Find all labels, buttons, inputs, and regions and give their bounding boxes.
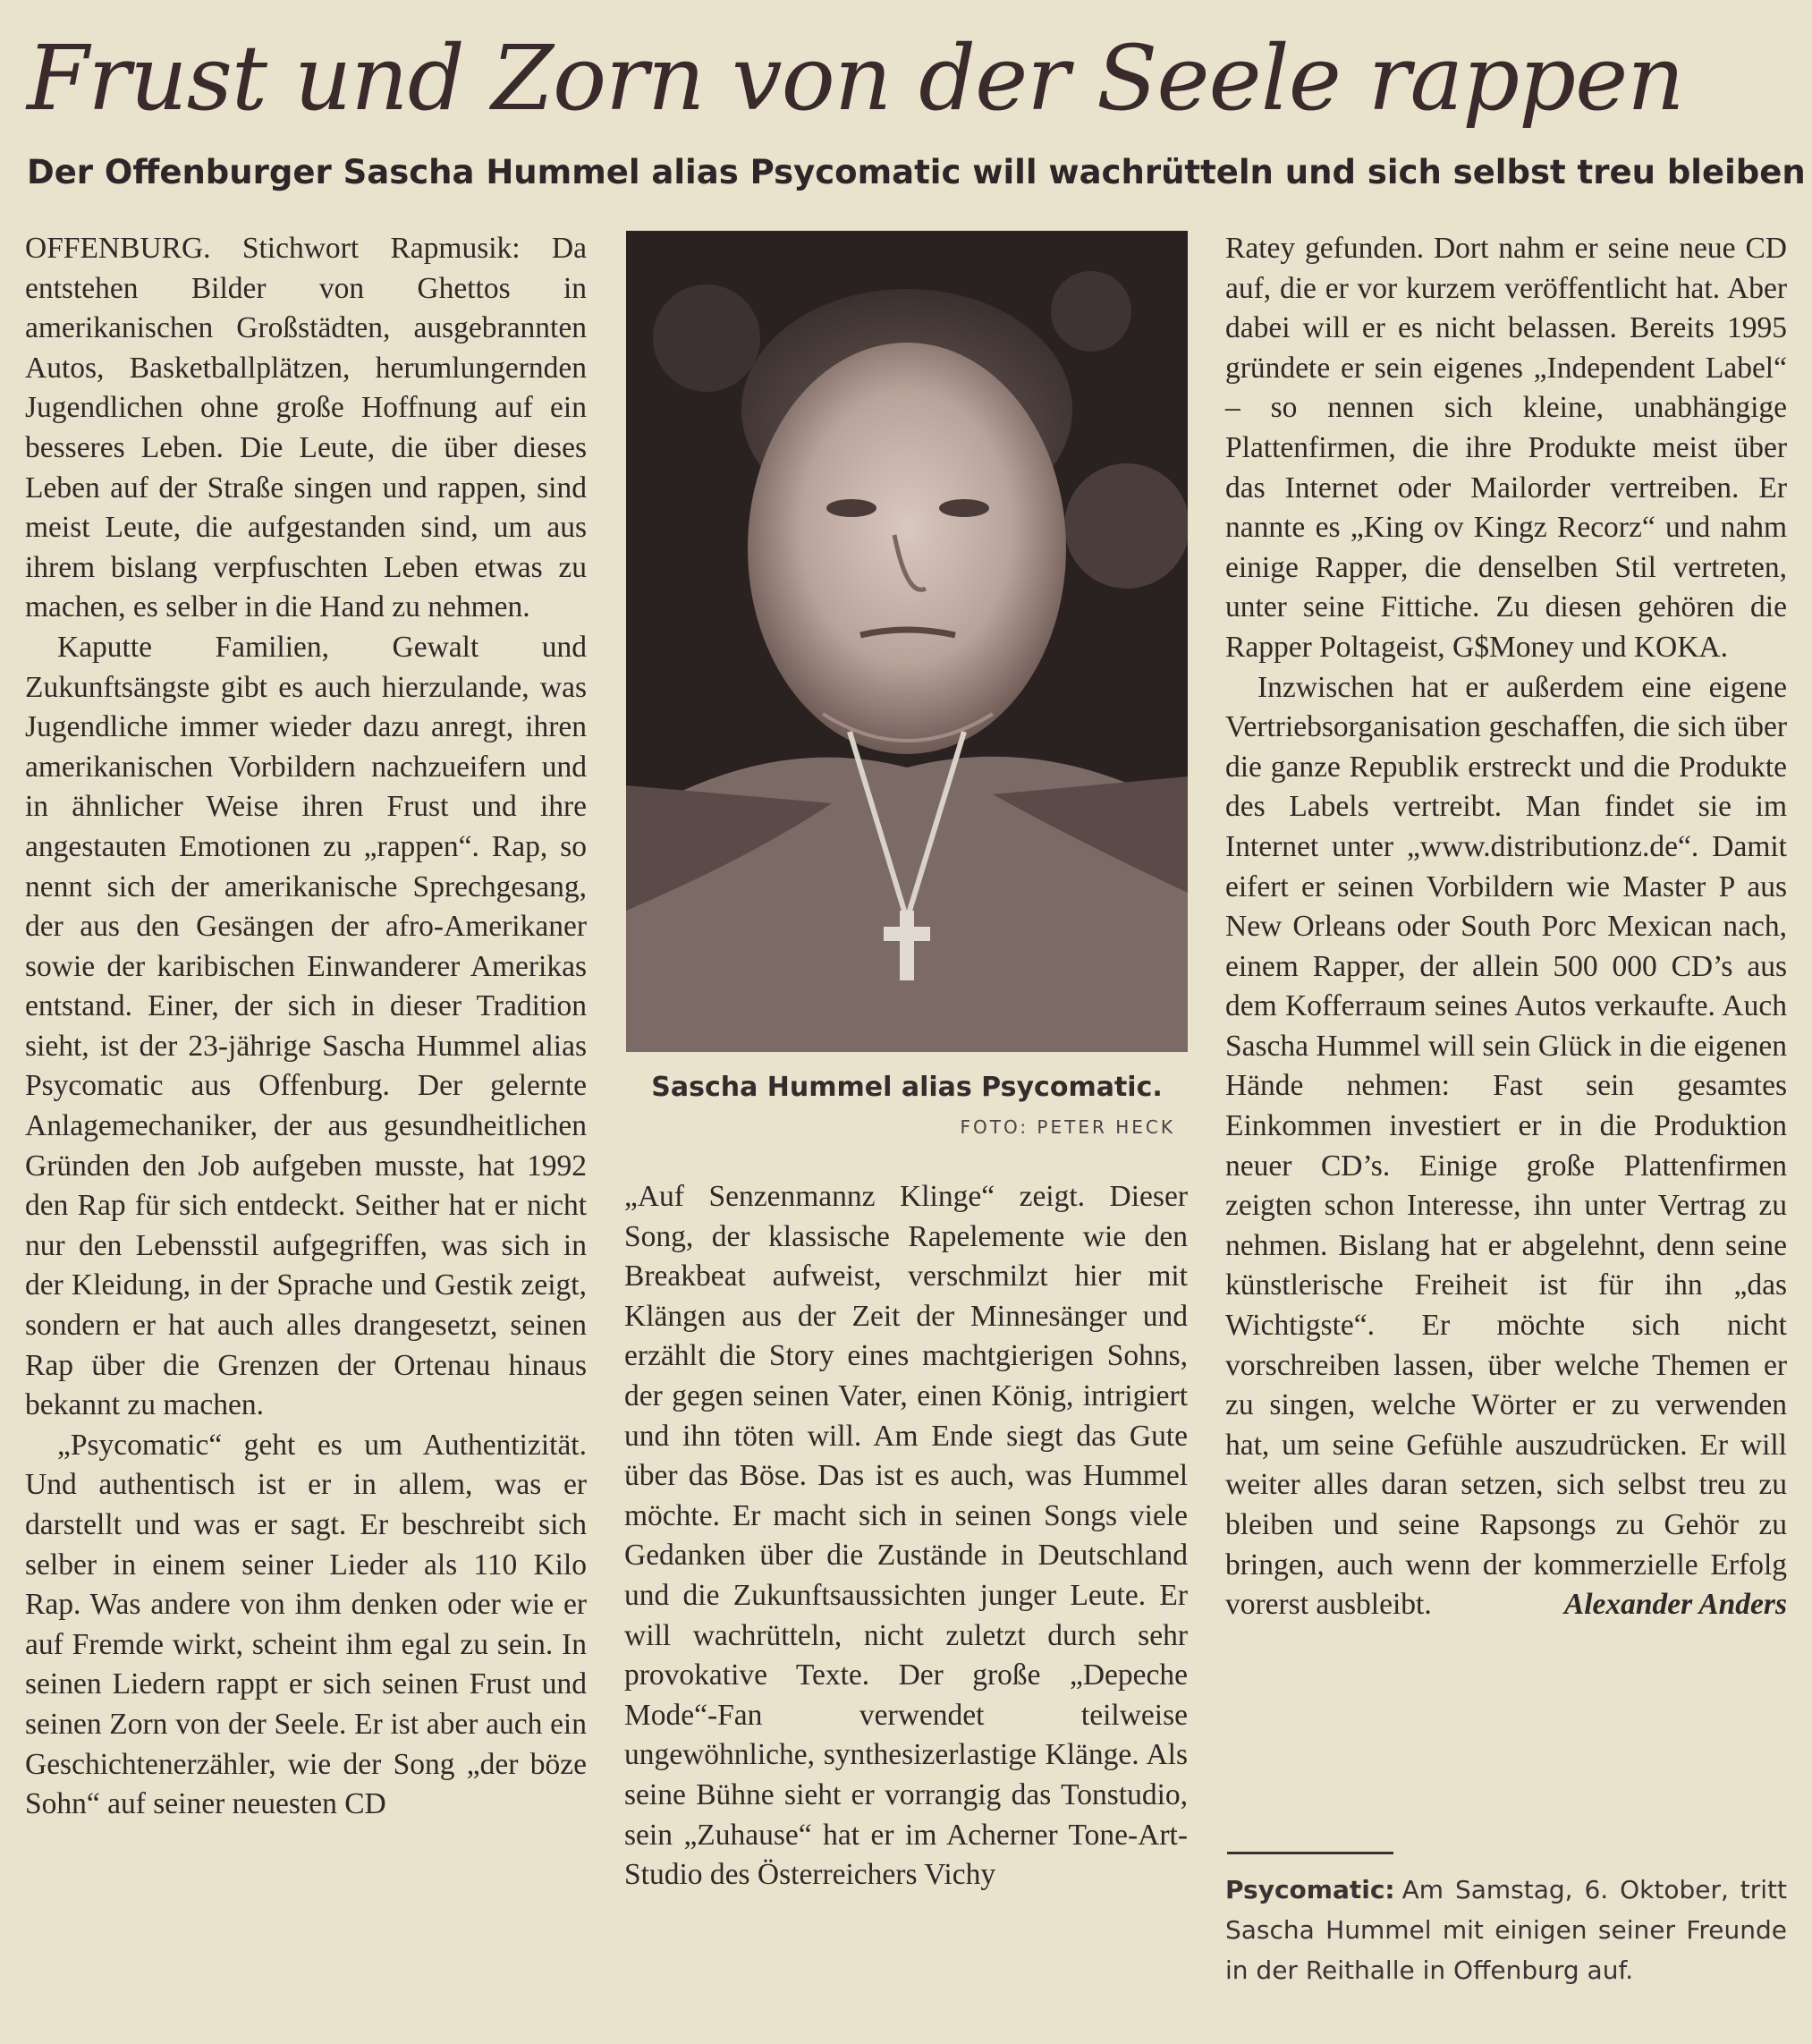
portrait-illustration [626,231,1188,1052]
portrait-photo [626,231,1188,1052]
article-column-1 [25,229,587,1825]
paragraph: „Psycomatic“ geht es um Authentizität. Und authentisch ist er in allem, was er darstellt und was er sagt. Er beschreibt sich selber in einem seiner Lieder als 110 Kilo Rap. Was andere von ihm denken oder wie er auf Fremde wirkt, scheint ihm egal zu sein. In seinen Liedern rappt er sich seinen Frust und seinen Zorn von der Seele. Er ist aber auch ein Geschichtenerzähler, wie der Song „der böze Sohn“ auf seiner neuesten CD [25,1428,587,1821]
paragraph: „Auf Senzenmannz Klinge“ zeigt. Dieser Song, der klassische Rapelemente wie den Breakbeat aufweist, verschmilzt hier mit Klängen aus der Zeit der Minnesänger und erzählt die Story eines machtgierigen Sohns, der gegen seinen Vater, einen König, intrigiert und ihn töten will. Am Ende siegt das Gute über das Böse. Das ist es auch, was Hummel möchte. Er macht sich in seinen Songs viele Gedanken über die Zustände in Deutschland und die Zukunftsaussichten junger Leute. Er will wachrütteln, nicht zuletzt durch sehr provokative Texte. Der große „Depeche Mode“-Fan verwendet teilweise ungewöhnliche, synthesizerlastige Klänge. Als seine Bühne sieht er vorrangig das Tonstudio, sein „Zuhause“ hat er im Acherner Tone-Art-Studio des Österreichers Vichy [624,1180,1188,1892]
paragraph: Inzwischen hat er außerdem eine eigene Vertriebsorganisation geschaffen, die sich über die ganze Republik erstreckt und die Produkte des Labels vertreibt. Man findet sie im Internet unter „www.distributionz.de“. Damit eifert er seinen Vorbildern wie Master P aus New Orleans oder South Porc Mexican nach, einem Rapper, der allein 500 000 CD’s aus dem Kofferraum seines Autos verkaufte. Auch Sascha Hummel will sein Glück in die eigenen Hände nehmen: Fast sein gesamtes Einkommen investiert er in die Produktion neuer CD’s. Einige große Plattenfirmen zeigten schon Interesse, ihn unter Vertrag zu nehmen. Bislang hat er abgelehnt, denn seine künstlerische Freiheit ist für ihn „das Wichtigste“. Er möchte sich nicht vorschreiben lassen, über welche Themen er zu singen, welche Wörter er zu verwenden hat, um seine Gefühle auszudrücken. Er will weiter alles daran setzen, sich selbst treu zu bleiben und seine Rapsongs zu Gehör zu bringen, auch wenn der kommerzielle Erfolg vorerst ausbleibt. [1225,670,1787,1622]
subheadline: Der Offenburger Sascha Hummel alias Psycomatic will wachrütteln und sich selbst treu bleiben [27,153,1806,191]
paragraph: Ratey gefunden. Dort nahm er seine neue CD auf, die er vor kurzem veröffentlicht hat. Aber dabei will er es nicht belassen. Bereits 1995 gründete er sein eigenes „Independent Label“ – so nennen sich kleine, unabhängige Plattenfirmen, die ihre Produkte meist über das Internet oder Mailorder vertreiben. Er nannte es „King ov Kingz Recorz“ und nahm einige Rapper, die denselben Stil vertreten, unter seine Fittiche. Zu diesen gehören die Rapper Poltageist, G$Money und KOKA. [1225,232,1787,664]
author-byline: Alexander Anders [1563,1588,1787,1622]
infobox-lead: Psycomatic: [1225,1875,1395,1904]
divider [1227,1852,1393,1854]
paragraph: Kaputte Familien, Gewalt und Zukunftsängste gibt es auch hierzulande, was Jugendliche immer wieder dazu anregt, ihren amerikanischen Vorbildern nachzueifern und in ähnlicher Weise ihren Frust und ihre angestauten Emotionen zu „rappen“. Rap, so nennt sich der amerikanische Sprechgesang, der aus den Gesängen der afro-Amerikaner sowie der karibischen Einwanderer Amerikas entstand. Einer, der sich in dieser Tradition sieht, ist der 23-jährige Sascha Hummel alias Psycomatic aus Offenburg. Der gelernte Anlagemechaniker, der aus gesundheitlichen Gründen den Job aufgeben musste, hat 1992 den Rap für sich entdeckt. Seither hat er nicht nur den Lebensstil aufgegriffen, was sich in der Kleidung, in der Sprache und Gestik zeigt, sondern er hat auch alles drangesetzt, seinen Rap über die Grenzen der Ortenau hinaus bekannt zu machen. [25,630,587,1422]
photo-credit: FOTO: PETER HECK [960,1116,1175,1138]
article-column-2 [624,1177,1188,1896]
article-column-3 [1225,229,1787,1625]
paragraph: OFFENBURG. Stichwort Rapmusik: Da entstehen Bilder von Ghettos in amerikanischen Großstädten, ausgebrannten Autos, Basketballplätzen, herumlungernden Jugendlichen ohne große Hoffnung auf ein besseres Leben. Die Leute, die über dieses Leben auf der Straße singen und rappen, sind meist Leute, die aufgestanden sind, um aus ihrem bislang verpfuschten Leben etwas zu machen, es selber in die Hand zu nehmen. [25,232,587,624]
photo-caption: Sascha Hummel alias Psycomatic. [651,1072,1163,1103]
headline: Frust und Zorn von der Seele rappen [27,26,1684,131]
infobox-text: Am Samstag, 6. Oktober, tritt Sascha Hummel mit einigen seiner Freunde in der Reithalle in Offenburg auf. [1225,1875,1787,1985]
paragraph-with-byline [1225,668,1787,1625]
event-infobox [1225,1870,1787,1990]
